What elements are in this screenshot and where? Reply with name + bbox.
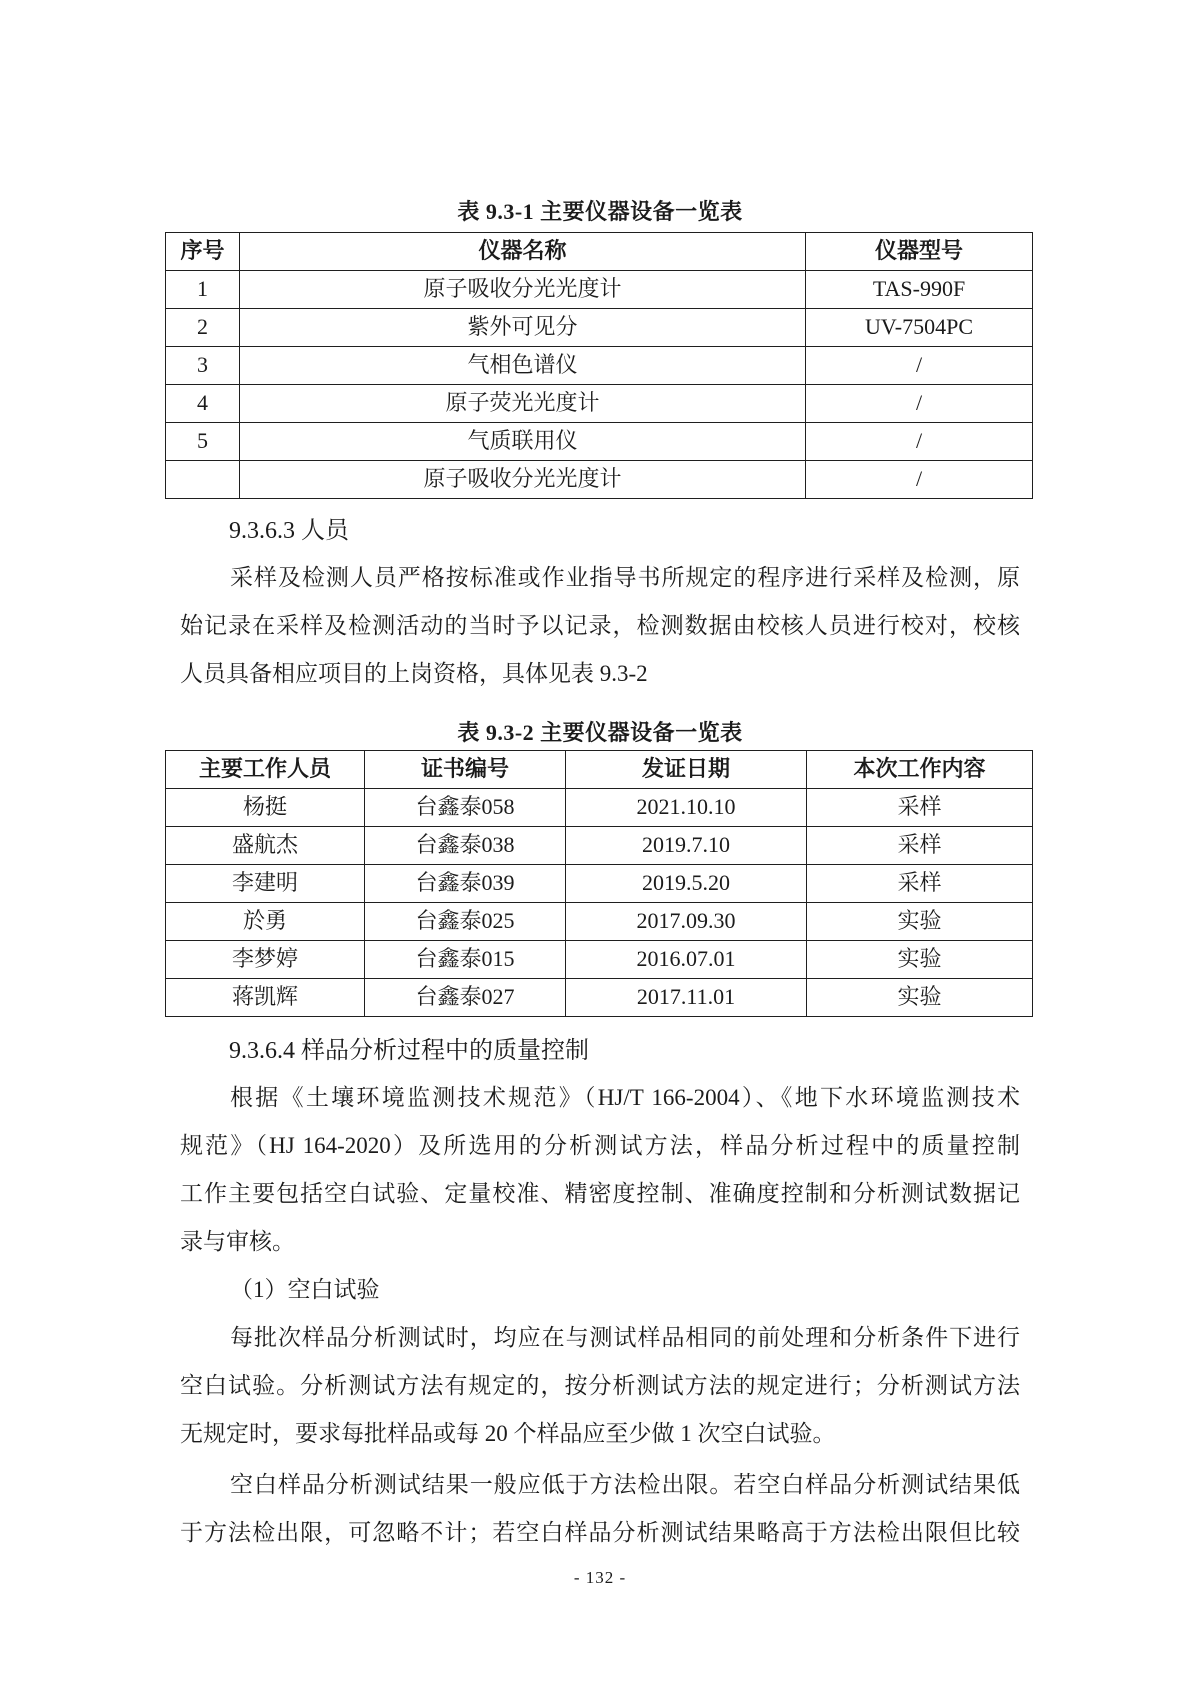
cell-instrument-name: 气相色谱仪	[240, 347, 806, 385]
paragraph	[180, 1461, 1020, 1557]
cell-instrument-name: 原子荧光光度计	[240, 385, 806, 423]
column-header: 本次工作内容	[807, 751, 1033, 789]
column-header: 主要工作人员	[166, 751, 365, 789]
paragraph-line: 采样及检测人员严格按标准或作业指导书所规定的程序进行采样及检测，原	[230, 565, 1020, 590]
paragraph-line: 录与审核。	[180, 1229, 295, 1254]
cell-issue-date: 2016.07.01	[566, 941, 807, 979]
table-header-row	[166, 751, 1033, 789]
paragraph-line: 无规定时，要求每批样品或每 20 个样品应至少做 1 次空白试验。	[180, 1421, 836, 1446]
table-row	[166, 461, 1033, 499]
instruments-table	[165, 232, 1033, 499]
table-row	[166, 385, 1033, 423]
paragraph	[180, 554, 1020, 698]
cell-work-content: 实验	[807, 903, 1033, 941]
column-header: 仪器型号	[806, 233, 1033, 271]
table-header-row	[166, 233, 1033, 271]
cell-index: 1	[166, 271, 240, 309]
paragraph	[180, 1314, 1020, 1458]
cell-work-content: 实验	[807, 941, 1033, 979]
page-number: - 132 -	[573, 1568, 627, 1587]
personnel-table	[165, 750, 1033, 1017]
table-row	[166, 941, 1033, 979]
cell-issue-date: 2019.5.20	[566, 865, 807, 903]
cell-issue-date: 2017.09.30	[566, 903, 807, 941]
cell-work-content: 采样	[807, 865, 1033, 903]
section-heading-9.3.6.3: 9.3.6.3 人员	[229, 518, 349, 544]
cell-certificate-no: 台鑫泰027	[365, 979, 566, 1017]
paragraph-line: 始记录在采样及检测活动的当时予以记录，检测数据由校核人员进行校对，校核	[180, 613, 1020, 638]
column-header: 证书编号	[365, 751, 566, 789]
column-header: 仪器名称	[240, 233, 806, 271]
paragraph-line: 空白试验。分析测试方法有规定的，按分析测试方法的规定进行；分析测试方法	[180, 1373, 1020, 1398]
paragraph-line: 每批次样品分析测试时，均应在与测试样品相同的前处理和分析条件下进行	[230, 1325, 1020, 1350]
table-row	[166, 789, 1033, 827]
column-header: 发证日期	[566, 751, 807, 789]
paragraph-line: 人员具备相应项目的上岗资格，具体见表 9.3-2	[180, 661, 648, 686]
list-item-heading-blank-test: （1）空白试验	[230, 1277, 380, 1302]
table-row	[166, 865, 1033, 903]
cell-instrument-model: /	[806, 423, 1033, 461]
cell-instrument-name: 原子吸收分光光度计	[240, 461, 806, 499]
cell-person-name: 杨挺	[166, 789, 365, 827]
cell-certificate-no: 台鑫泰038	[365, 827, 566, 865]
table-row	[166, 309, 1033, 347]
cell-instrument-name: 紫外可见分	[240, 309, 806, 347]
cell-issue-date: 2021.10.10	[566, 789, 807, 827]
paragraph-line: 规范》（HJ 164-2020）及所选用的分析测试方法，样品分析过程中的质量控制	[180, 1133, 1020, 1158]
cell-certificate-no: 台鑫泰039	[365, 865, 566, 903]
cell-person-name: 李建明	[166, 865, 365, 903]
cell-index: 2	[166, 309, 240, 347]
cell-index: 5	[166, 423, 240, 461]
cell-certificate-no: 台鑫泰025	[365, 903, 566, 941]
cell-work-content: 采样	[807, 827, 1033, 865]
column-header: 序号	[166, 233, 240, 271]
cell-certificate-no: 台鑫泰015	[365, 941, 566, 979]
cell-issue-date: 2019.7.10	[566, 827, 807, 865]
cell-person-name: 蒋凯辉	[166, 979, 365, 1017]
cell-person-name: 李梦婷	[166, 941, 365, 979]
table-row	[166, 903, 1033, 941]
cell-instrument-model: /	[806, 461, 1033, 499]
cell-index: 4	[166, 385, 240, 423]
cell-issue-date: 2017.11.01	[566, 979, 807, 1017]
cell-person-name: 盛航杰	[166, 827, 365, 865]
table-row	[166, 423, 1033, 461]
table1-caption: 表 9.3-1 主要仪器设备一览表	[457, 199, 743, 224]
cell-instrument-model: TAS-990F	[806, 271, 1033, 309]
table-row	[166, 347, 1033, 385]
table2-caption: 表 9.3-2 主要仪器设备一览表	[457, 720, 743, 745]
section-heading-9.3.6.4: 9.3.6.4 样品分析过程中的质量控制	[229, 1038, 589, 1064]
table-row	[166, 979, 1033, 1017]
cell-instrument-model: UV-7504PC	[806, 309, 1033, 347]
cell-work-content: 采样	[807, 789, 1033, 827]
cell-certificate-no: 台鑫泰058	[365, 789, 566, 827]
cell-person-name: 於勇	[166, 903, 365, 941]
paragraph-line: 于方法检出限，可忽略不计；若空白样品分析测试结果略高于方法检出限但比较	[180, 1520, 1020, 1545]
cell-instrument-name: 原子吸收分光光度计	[240, 271, 806, 309]
cell-instrument-name: 气质联用仪	[240, 423, 806, 461]
table-row	[166, 271, 1033, 309]
cell-work-content: 实验	[807, 979, 1033, 1017]
table-row	[166, 827, 1033, 865]
cell-instrument-model: /	[806, 385, 1033, 423]
paragraph-line: 根据《土壤环境监测技术规范》（HJ/T 166-2004）、《地下水环境监测技术	[230, 1085, 1020, 1110]
paragraph	[180, 1074, 1020, 1266]
cell-index	[166, 461, 240, 499]
paragraph-line: 空白样品分析测试结果一般应低于方法检出限。若空白样品分析测试结果低	[230, 1472, 1020, 1497]
paragraph-line: 工作主要包括空白试验、定量校准、精密度控制、准确度控制和分析测试数据记	[180, 1181, 1020, 1206]
cell-instrument-model: /	[806, 347, 1033, 385]
cell-index: 3	[166, 347, 240, 385]
